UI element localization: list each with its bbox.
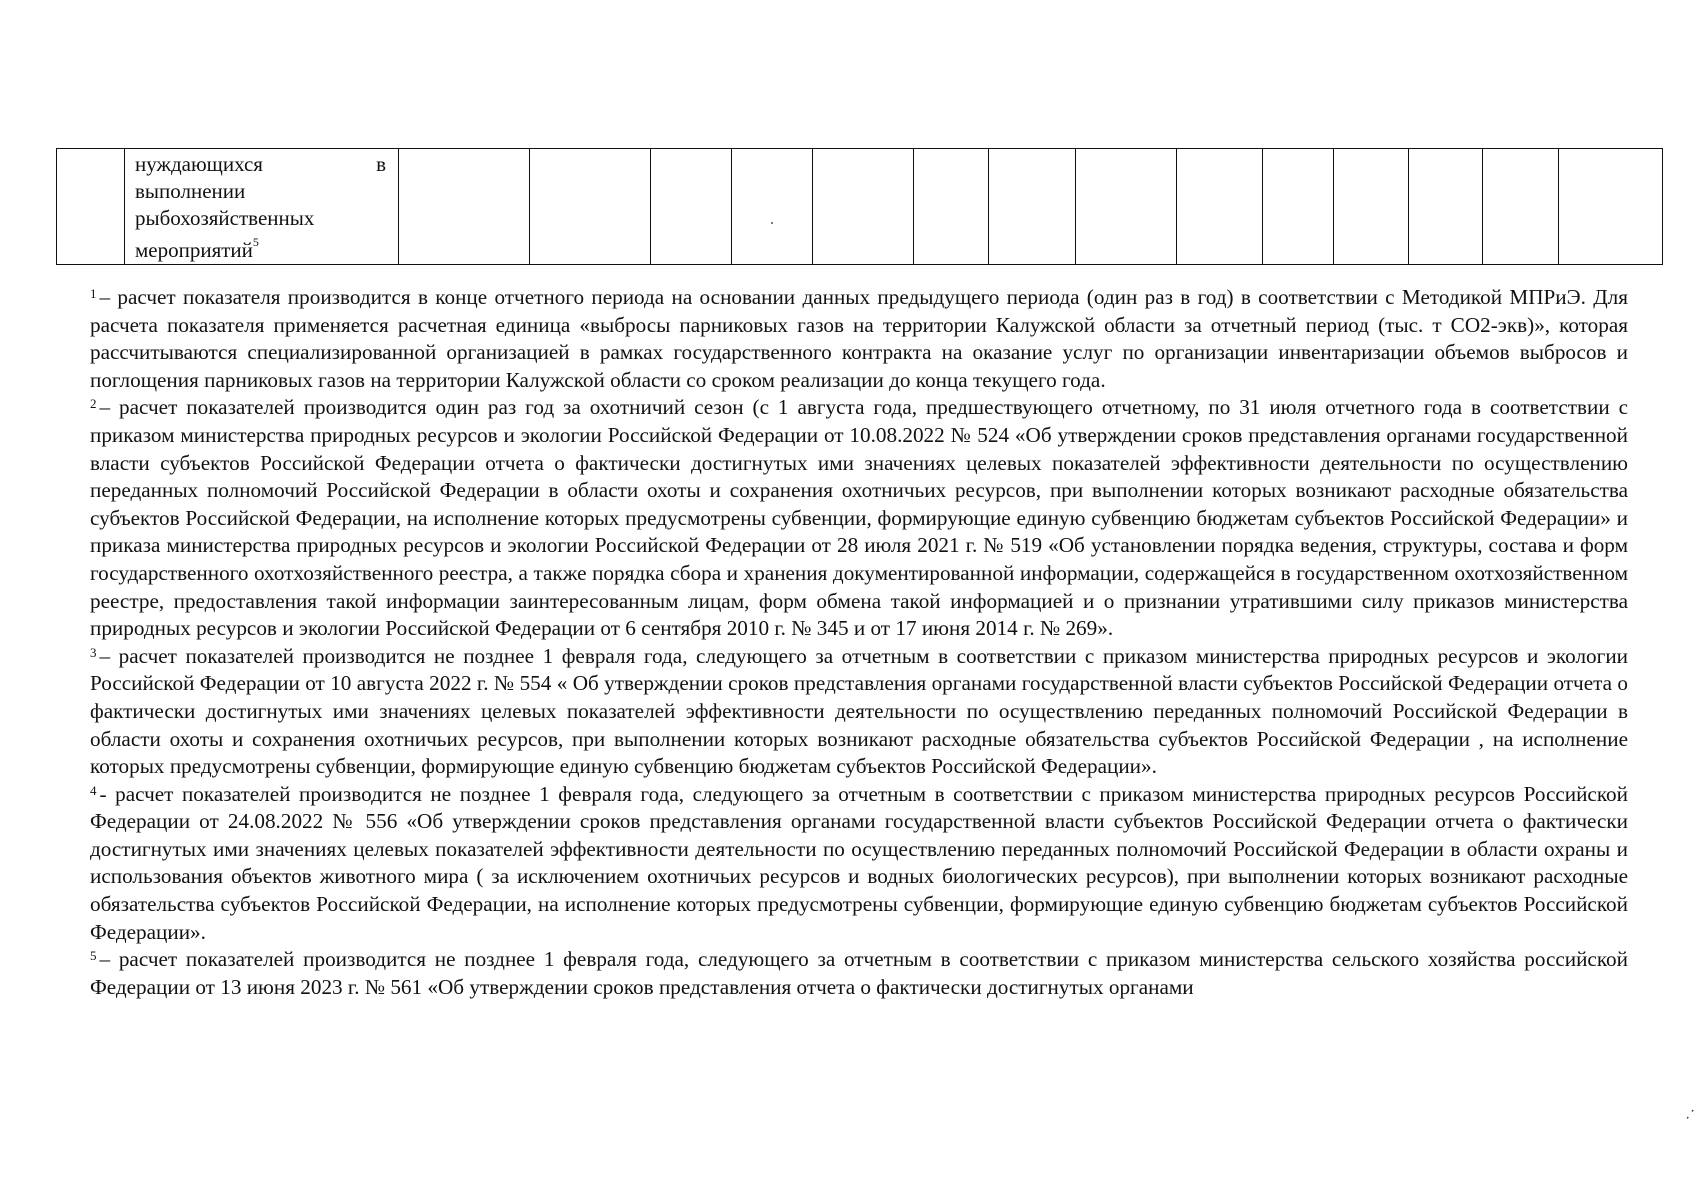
table-cell [989, 149, 1076, 265]
indicator-name-line: мероприятий$^5$ [135, 235, 259, 262]
table-cell [1559, 149, 1663, 265]
scan-artifact: ⁚ [1682, 1108, 1695, 1123]
footnote-text: – расчет показателя производится в конце отчетного периода на основании данных предыдущего периода (один раз в год) в соответствии с Методикой МПРиЭ. Для расчета показателя применяется расчетная единица «выбросы парниковых газов на территории Калужской области за отчетный период (тыс. т СО2-экв)», которая рассчитываются специализированной организацией в рамках государственного контракта на оказание услуг по организации инвентаризации объемов выбросов и поглощения парниковых газов на территории Калужской области со сроком реализации до конца текущего года. [90, 285, 1628, 392]
indicators-table-fragment [56, 148, 1663, 265]
footnote-reference: 5 [252, 235, 259, 249]
indicator-name-line: рыбохозяйственных [135, 206, 315, 230]
indicator-name-line: выполнении [135, 179, 246, 203]
footnote-4 [90, 781, 1628, 947]
table-cell [914, 149, 989, 265]
table-cell [530, 149, 651, 265]
table-cell [732, 149, 813, 265]
footnotes-section [90, 284, 1628, 1001]
table-row [57, 149, 1663, 265]
table-cell-number [57, 149, 125, 265]
footnote-1 [90, 284, 1628, 394]
table-cell [1177, 149, 1263, 265]
footnote-text: – расчет показателей производится один раз год за охотничий сезон (с 1 августа года, предшествующего отчетному, по 31 июля отчетного года в соответствии с приказом министерства природных ресурсов и экологии Российской Федерации от 10.08.2022 № 524 «Об утверждении сроков представления органами государственной власти субъектов Российской Федерации отчета о фактически достигнутых ими значениях целевых показателей эффективности деятельности по осуществлению переданных полномочий Российской Федерации в области охоты и сохранения охотничьих ресурсов, при выполнении которых возникают расходные обязательства субъектов Российской Федерации, на исполнение которых предусмотрены субвенции, формирующие единую субвенцию бюджетам субъектов Российской Федерации» и приказа министерства природных ресурсов и экологии Российской Федерации от 28 июля 2021 г. № 519 «Об установлении порядка ведения, структуры, состава и форм государственного охотхозяйственного реестра, а также порядка сбора и хранения документированной информации, содержащейся в государственном охотхозяйственном реестре, предоставления такой информации заинтересованным лицам, форм обмена такой информацией и о признании утратившими силу приказов министерства природных ресурсов и экологии Российской Федерации от 6 сентября 2010 г. № 345 и от 17 июня 2014 г. № 269». [90, 395, 1628, 641]
footnote-marker: 1 [90, 286, 97, 301]
footnote-marker: 4 [90, 782, 97, 798]
footnote-marker: 5 [90, 948, 97, 964]
footnote-marker: 2 [90, 396, 97, 412]
footnote-text: - расчет показателей производится не позднее 1 февраля года, следующего за отчетным в соответствии с приказом министерства природных ресурсов Российской Федерации от 24.08.2022 № 556 «Об утверждении сроков представления органами государственной власти субъектов Российской Федерации отчета о фактически достигнутых ими значениях целевых показателей эффективности деятельности по осуществлению переданных полномочий Российской Федерации в области охраны и использования объектов животного мира ( за исключением охотничьих ресурсов и водных биологических ресурсов), при выполнении которых возникают расходные обязательства субъектов Российской Федерации, на исполнение которых предусмотрены субвенции, формирующие единую субвенцию бюджетам субъектов Российской Федерации». [90, 781, 1628, 944]
scan-speck [771, 222, 773, 224]
table-cell [1334, 149, 1409, 265]
table-cell [813, 149, 914, 265]
footnote-5 [90, 946, 1628, 1001]
footnote-3 [90, 643, 1628, 781]
indicator-name-preposition: в [376, 152, 386, 176]
table-cell [1076, 149, 1177, 265]
table-cell [651, 149, 732, 265]
footnote-2 [90, 394, 1628, 642]
table-cell [1409, 149, 1483, 265]
footnote-marker: 3 [90, 644, 97, 660]
table-cell-indicator-name [125, 149, 399, 265]
footnote-text: – расчет показателей производится не позднее 1 февраля года, следующего за отчетным в соответствии с приказом министерства сельского хозяйства российской Федерации от 13 июня 2023 г. № 561 «Об утверждении сроков представления отчета о фактически достигнутых органами [90, 947, 1628, 999]
table-cell [399, 149, 530, 265]
indicator-name-line: нуждающихся [135, 152, 263, 176]
footnote-text: – расчет показателей производится не позднее 1 февраля года, следующего за отчетным в соответствии с приказом министерства природных ресурсов и экологии Российской Федерации от 10 августа 2022 г. № 554 « Об утверждении сроков представления органами государственной власти субъектов Российской Федерации отчета о фактически достигнутых ими значениях целевых показателей эффективности деятельности по осуществлению переданных полномочий Российской Федерации в области охоты и сохранения охотничьих ресурсов, при выполнении которых возникают расходные обязательства субъектов Российской Федерации , на исполнение которых предусмотрены субвенции, формирующие единую субвенцию бюджетам субъектов Российской Федерации». [90, 643, 1628, 779]
table-cell [1483, 149, 1559, 265]
table-cell [1263, 149, 1334, 265]
